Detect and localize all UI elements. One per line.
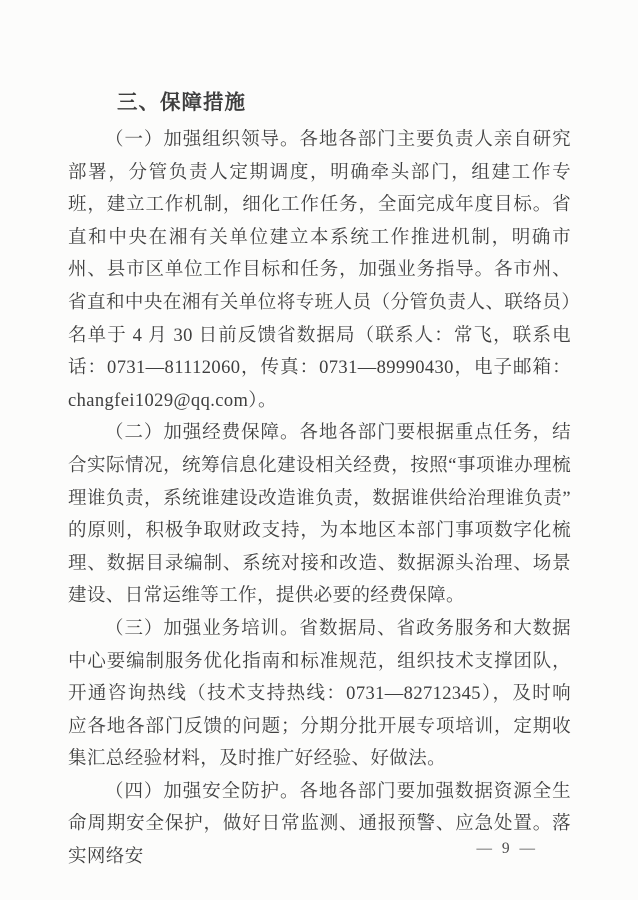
paragraph <box>68 417 571 613</box>
paragraph <box>68 124 571 417</box>
paragraph-lead: （二）加强经费保障。 <box>105 423 300 444</box>
document-body <box>68 86 571 874</box>
page-number: — 9 — <box>476 840 538 857</box>
paragraph-lead: （一）加强组织领导。 <box>105 130 300 150</box>
paragraph-body: 各地各部门要根据重点任务，结合实际情况，统筹信息化建设相关经费，按照“事项谁办理梳理谁负责，系统谁建设改造谁负责，数据谁供给治理谁负责”的原则，积极争取财政支持，为本地区本部门事项数字化梳理、数据目录编制、系统对接和改造、数据源头治理、场景建设、日常运维等工作，提供必要的经费保障。 <box>68 423 571 607</box>
paragraph <box>68 776 571 874</box>
paragraph-lead: （四）加强安全防护。 <box>105 781 300 802</box>
paragraph-body: 各地各部门主要负责人亲自研究部署，分管负责人定期调度，明确牵头部门，组建工作专班，建立工作机制，细化工作任务，全面完成年度目标。省直和中央在湘有关单位建立本系统工作推进机制，明确市州、县市区单位工作目标和任务，加强业务指导。各市州、省直和中央在湘有关单位将专班人员（分管负责人、联络员）名单于 4 月 30 日前反馈省数据局（联系人：常飞，联系电话：0731—81112060，传真：0731—89990430，电子邮箱：changfei1029@qq.com）。 <box>68 130 571 411</box>
section-heading: 三、保障措施 <box>117 91 246 114</box>
paragraph-body: 省数据局、省政务服务和大数据中心要编制服务优化指南和标准规范，组织技术支撑团队，开通咨询热线（技术支持热线：0731—82712345），及时响应各地各部门反馈的问题；分期分批开展专项培训，定期收集汇总经验材料，及时推广好经验、好做法。 <box>68 618 571 770</box>
paragraph <box>68 613 571 776</box>
paragraph-body: 各地各部门要加强数据资源全生命周期安全保护，做好日常监测、通报预警、应急处置。落实网络安 <box>68 781 571 868</box>
paragraph-lead: （三）加强业务培训。 <box>105 618 300 639</box>
